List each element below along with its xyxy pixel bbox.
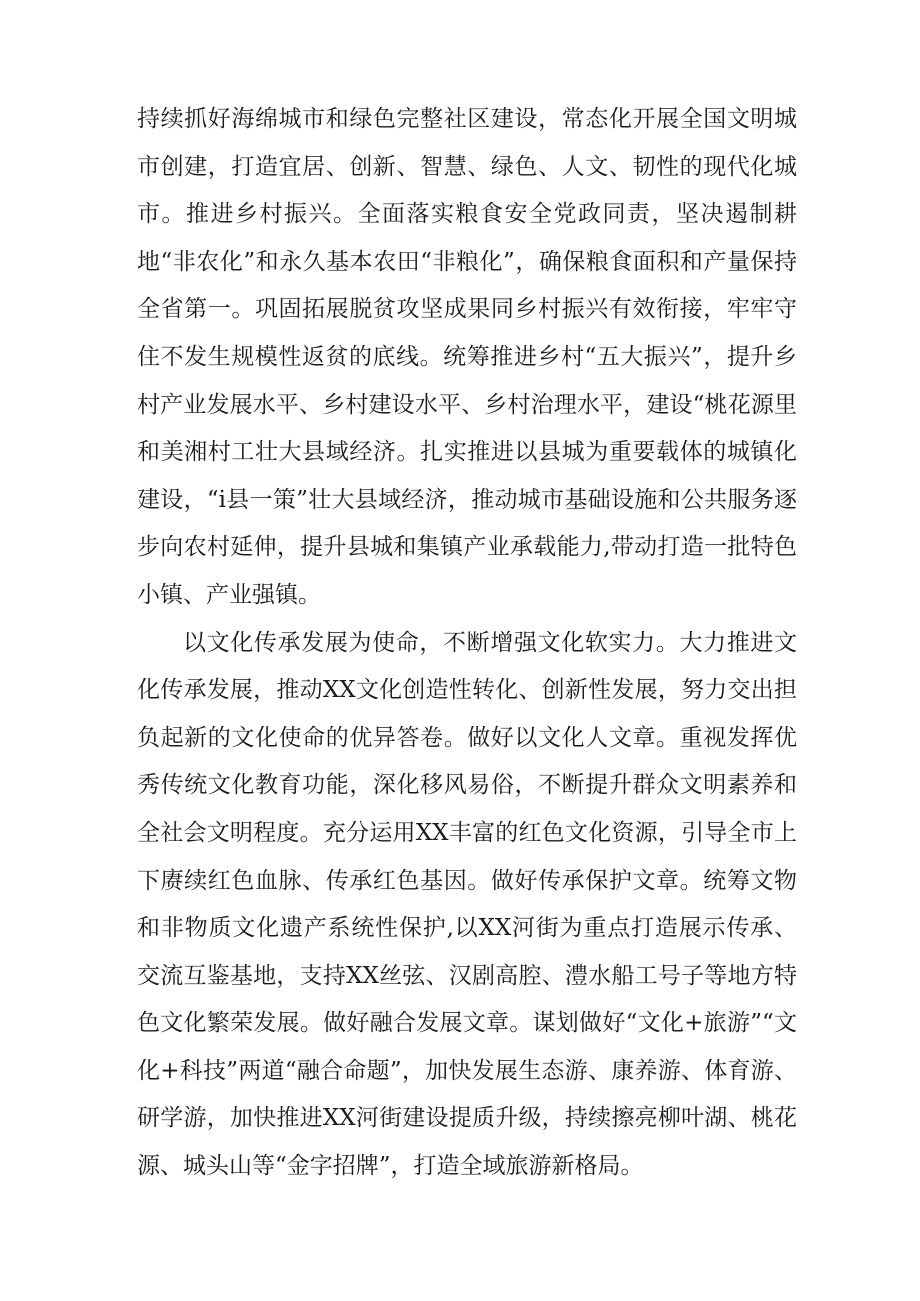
body-text: [137, 96, 797, 1191]
paragraph-urban-rural: 持续抓好海绵城市和绿色完整社区建设，常态化开展全国文明城市创建，打造宜居、创新、智慧、绿色、人文、韧性的现代化城市。推进乡村振兴。全面落实粮食安全党政同责，坚决遏制耕地“非农化”和永久基本农田“非粮化”，确保粮食面积和产量保持全省第一。巩固拓展脱贫攻坚成果同乡村振兴有效衔接，牢牢守住不发生规模性返贫的底线。统筹推进乡村“五大振兴”，提升乡村产业发展水平、乡村建设水平、乡村治理水平，建设“桃花源里和美湘村工壮大县域经济。扎实推进以县城为重要载体的城镇化建设，“i县一策”壮大县域经济，推动城市基础设施和公共服务逐步向农村延伸，提升县城和集镇产业承载能力,带动打造一批特色小镇、产业强镇。: [137, 106, 797, 608]
paragraph-culture: 以文化传承发展为使命，不断增强文化软实力。大力推进文化传承发展，推动XX文化创造性转化、创新性发展，努力交出担负起新的文化使命的优异答卷。做好以文化人文章。重视发挥优秀传统文化教育功能，深化移风易俗，不断提升群众文明素养和全社会文明程度。充分运用XX丰富的红色文化资源，引导全市上下赓续红色血脉、传承红色基因。做好传承保护文章。统筹文物和非物质文化遗产系统性保护,以XX河街为重点打造展示传承、交流互鉴基地，支持XX丝弦、汉剧高腔、澧水船工号子等地方特色文化繁荣发展。做好融合发展文章。谋划做好“文化+旅游”“文化+科技”两道“融合命题”，加快发展生态游、康养游、体育游、研学游，加快推进XX河街建设提质升级，持续擦亮柳叶湖、桃花源、城头山等“金字招牌”，打造全域旅游新格局。: [137, 629, 797, 1180]
